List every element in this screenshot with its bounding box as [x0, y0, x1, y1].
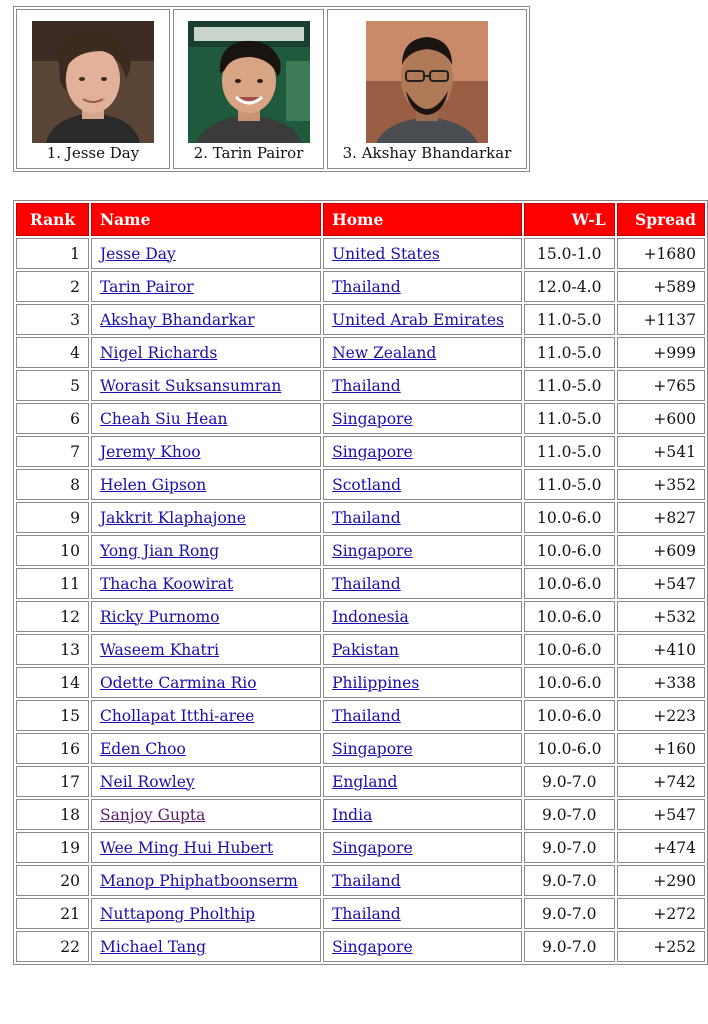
- home-country-link[interactable]: Thailand: [332, 871, 401, 890]
- player-name-link[interactable]: Jeremy Khoo: [99, 442, 201, 461]
- cell-spread: +999: [617, 337, 705, 368]
- cell-rank: 21: [16, 898, 89, 929]
- table-row: [16, 733, 705, 764]
- cell-home: [323, 733, 522, 764]
- home-country-link[interactable]: Philippines: [332, 673, 420, 692]
- cell-rank: 22: [16, 931, 89, 962]
- player-name-link[interactable]: Thacha Koowirat: [99, 574, 234, 593]
- cell-name: [91, 370, 321, 401]
- player-name-link[interactable]: Neil Rowley: [99, 772, 195, 791]
- cell-home: [323, 502, 522, 533]
- table-row: [16, 304, 705, 335]
- cell-home: [323, 832, 522, 863]
- cell-win-loss: 9.0-7.0: [524, 931, 615, 962]
- table-row: [16, 766, 705, 797]
- cell-spread: +474: [617, 832, 705, 863]
- player-name-link[interactable]: Cheah Siu Hean: [99, 409, 228, 428]
- player-name-link[interactable]: Helen Gipson: [99, 475, 207, 494]
- cell-spread: +352: [617, 469, 705, 500]
- cell-home: [323, 469, 522, 500]
- cell-win-loss: 10.0-6.0: [524, 568, 615, 599]
- player-name-link[interactable]: Yong Jian Rong: [99, 541, 220, 560]
- cell-rank: 8: [16, 469, 89, 500]
- home-country-link[interactable]: United Arab Emirates: [332, 310, 505, 329]
- cell-win-loss: 10.0-6.0: [524, 502, 615, 533]
- podium-name-2: 2. Tarin Pairor: [193, 144, 304, 162]
- cell-name: [91, 304, 321, 335]
- player-name-link[interactable]: Chollapat Itthi-aree: [99, 706, 255, 725]
- cell-win-loss: 10.0-6.0: [524, 634, 615, 665]
- cell-spread: +223: [617, 700, 705, 731]
- cell-spread: +609: [617, 535, 705, 566]
- home-country-link[interactable]: Singapore: [332, 838, 413, 857]
- cell-spread: +290: [617, 865, 705, 896]
- header-spread: Spread: [617, 203, 705, 236]
- cell-win-loss: 10.0-6.0: [524, 601, 615, 632]
- cell-spread: +827: [617, 502, 705, 533]
- cell-name: [91, 403, 321, 434]
- cell-home: [323, 238, 522, 269]
- podium-name-1: 1. Jesse Day: [46, 144, 140, 162]
- home-country-link[interactable]: Indonesia: [332, 607, 409, 626]
- player-name-link[interactable]: Waseem Khatri: [99, 640, 220, 659]
- table-row: [16, 271, 705, 302]
- cell-spread: +252: [617, 931, 705, 962]
- cell-name: [91, 601, 321, 632]
- cell-name: [91, 436, 321, 467]
- cell-home: [323, 337, 522, 368]
- cell-name: [91, 733, 321, 764]
- cell-rank: 3: [16, 304, 89, 335]
- cell-rank: 15: [16, 700, 89, 731]
- cell-name: [91, 898, 321, 929]
- cell-win-loss: 12.0-4.0: [524, 271, 615, 302]
- cell-name: [91, 799, 321, 830]
- cell-home: [323, 898, 522, 929]
- table-row: [16, 931, 705, 962]
- cell-name: [91, 700, 321, 731]
- cell-win-loss: 9.0-7.0: [524, 766, 615, 797]
- table-row: [16, 601, 705, 632]
- cell-name: [91, 535, 321, 566]
- player-name-link[interactable]: Jesse Day: [99, 244, 176, 263]
- player-name-link[interactable]: Jakkrit Klaphajone: [99, 508, 246, 527]
- home-country-link[interactable]: Singapore: [332, 937, 413, 956]
- cell-home: [323, 601, 522, 632]
- player-name-link[interactable]: Nigel Richards: [99, 343, 218, 362]
- cell-rank: 19: [16, 832, 89, 863]
- player-name-link[interactable]: Odette Carmina Rio: [99, 673, 257, 692]
- cell-home: [323, 799, 522, 830]
- cell-spread: +160: [617, 733, 705, 764]
- table-row: [16, 799, 705, 830]
- cell-rank: 6: [16, 403, 89, 434]
- cell-rank: 5: [16, 370, 89, 401]
- player-name-link[interactable]: Wee Ming Hui Hubert: [99, 838, 274, 857]
- home-country-link[interactable]: Singapore: [332, 442, 413, 461]
- home-country-link[interactable]: Thailand: [332, 574, 401, 593]
- home-country-link[interactable]: Scotland: [332, 475, 402, 494]
- cell-spread: +541: [617, 436, 705, 467]
- cell-rank: 7: [16, 436, 89, 467]
- cell-name: [91, 634, 321, 665]
- home-country-link[interactable]: Pakistan: [332, 640, 399, 659]
- cell-name: [91, 271, 321, 302]
- cell-home: [323, 766, 522, 797]
- table-row: [16, 469, 705, 500]
- cell-rank: 4: [16, 337, 89, 368]
- cell-name: [91, 667, 321, 698]
- header-name: Name: [91, 203, 321, 236]
- cell-rank: 20: [16, 865, 89, 896]
- player-name-link[interactable]: Worasit Suksansumran: [99, 376, 282, 395]
- home-country-link[interactable]: Thailand: [332, 706, 401, 725]
- cell-home: [323, 865, 522, 896]
- cell-win-loss: 10.0-6.0: [524, 733, 615, 764]
- cell-name: [91, 865, 321, 896]
- standings-table: [13, 200, 708, 965]
- cell-name: [91, 832, 321, 863]
- home-country-link[interactable]: Thailand: [332, 904, 401, 923]
- cell-home: [323, 700, 522, 731]
- table-row: [16, 370, 705, 401]
- podium-name-3: 3. Akshay Bhandarkar: [342, 144, 512, 162]
- cell-win-loss: 10.0-6.0: [524, 700, 615, 731]
- header-home: Home: [323, 203, 522, 236]
- cell-win-loss: 9.0-7.0: [524, 832, 615, 863]
- home-country-link[interactable]: Singapore: [332, 739, 413, 758]
- standings-body: [16, 238, 705, 962]
- cell-rank: 2: [16, 271, 89, 302]
- cell-name: [91, 238, 321, 269]
- cell-win-loss: 11.0-5.0: [524, 337, 615, 368]
- player-photo-3[interactable]: [366, 21, 488, 143]
- player-name-link[interactable]: Sanjoy Gupta: [99, 805, 206, 824]
- podium-third: [327, 9, 527, 169]
- cell-rank: 13: [16, 634, 89, 665]
- table-row: [16, 667, 705, 698]
- player-name-link[interactable]: Michael Tang: [99, 937, 207, 956]
- cell-win-loss: 10.0-6.0: [524, 535, 615, 566]
- home-country-link[interactable]: India: [332, 805, 373, 824]
- table-row: [16, 403, 705, 434]
- cell-win-loss: 9.0-7.0: [524, 898, 615, 929]
- home-country-link[interactable]: Thailand: [332, 277, 401, 296]
- cell-home: [323, 931, 522, 962]
- home-country-link[interactable]: New Zealand: [332, 343, 437, 362]
- cell-spread: +532: [617, 601, 705, 632]
- cell-spread: +742: [617, 766, 705, 797]
- table-row: [16, 238, 705, 269]
- cell-rank: 18: [16, 799, 89, 830]
- cell-home: [323, 304, 522, 335]
- header-rank: Rank: [16, 203, 89, 236]
- cell-name: [91, 502, 321, 533]
- table-row: [16, 898, 705, 929]
- cell-home: [323, 370, 522, 401]
- podium: [13, 6, 530, 172]
- player-name-link[interactable]: Manop Phiphatboonserm: [99, 871, 298, 890]
- cell-rank: 11: [16, 568, 89, 599]
- cell-spread: +1680: [617, 238, 705, 269]
- cell-rank: 16: [16, 733, 89, 764]
- cell-spread: +600: [617, 403, 705, 434]
- cell-home: [323, 667, 522, 698]
- cell-home: [323, 403, 522, 434]
- table-row: [16, 634, 705, 665]
- cell-spread: +410: [617, 634, 705, 665]
- home-country-link[interactable]: Singapore: [332, 409, 413, 428]
- cell-win-loss: 15.0-1.0: [524, 238, 615, 269]
- table-header-row: [16, 203, 705, 236]
- cell-name: [91, 766, 321, 797]
- cell-home: [323, 436, 522, 467]
- table-row: [16, 700, 705, 731]
- cell-home: [323, 634, 522, 665]
- table-row: [16, 865, 705, 896]
- cell-name: [91, 469, 321, 500]
- home-country-link[interactable]: Singapore: [332, 541, 413, 560]
- table-row: [16, 568, 705, 599]
- player-name-link[interactable]: Ricky Purnomo: [99, 607, 220, 626]
- cell-rank: 10: [16, 535, 89, 566]
- table-row: [16, 436, 705, 467]
- cell-spread: +1137: [617, 304, 705, 335]
- cell-win-loss: 11.0-5.0: [524, 469, 615, 500]
- home-country-link[interactable]: Thailand: [332, 508, 401, 527]
- table-row: [16, 535, 705, 566]
- podium-first: [16, 9, 170, 169]
- player-name-link[interactable]: Nuttapong Pholthip: [99, 904, 256, 923]
- player-name-link[interactable]: Tarin Pairor: [99, 277, 194, 296]
- home-country-link[interactable]: England: [332, 772, 398, 791]
- cell-win-loss: 11.0-5.0: [524, 304, 615, 335]
- cell-name: [91, 931, 321, 962]
- player-photo-1[interactable]: [32, 21, 154, 143]
- cell-name: [91, 337, 321, 368]
- cell-rank: 1: [16, 238, 89, 269]
- table-row: [16, 832, 705, 863]
- player-photo-2[interactable]: [188, 21, 310, 143]
- cell-spread: +547: [617, 799, 705, 830]
- cell-home: [323, 271, 522, 302]
- cell-spread: +272: [617, 898, 705, 929]
- cell-win-loss: 11.0-5.0: [524, 403, 615, 434]
- cell-win-loss: 10.0-6.0: [524, 667, 615, 698]
- cell-name: [91, 568, 321, 599]
- cell-rank: 9: [16, 502, 89, 533]
- cell-win-loss: 9.0-7.0: [524, 865, 615, 896]
- cell-rank: 14: [16, 667, 89, 698]
- cell-home: [323, 535, 522, 566]
- cell-spread: +338: [617, 667, 705, 698]
- player-name-link[interactable]: Akshay Bhandarkar: [99, 310, 255, 329]
- table-row: [16, 337, 705, 368]
- cell-rank: 12: [16, 601, 89, 632]
- player-name-link[interactable]: Eden Choo: [99, 739, 186, 758]
- cell-win-loss: 11.0-5.0: [524, 370, 615, 401]
- cell-spread: +589: [617, 271, 705, 302]
- home-country-link[interactable]: United States: [332, 244, 440, 263]
- table-row: [16, 502, 705, 533]
- cell-rank: 17: [16, 766, 89, 797]
- cell-home: [323, 568, 522, 599]
- header-wl: W-L: [524, 203, 615, 236]
- cell-spread: +547: [617, 568, 705, 599]
- cell-win-loss: 9.0-7.0: [524, 799, 615, 830]
- podium-second: [173, 9, 324, 169]
- cell-spread: +765: [617, 370, 705, 401]
- home-country-link[interactable]: Thailand: [332, 376, 401, 395]
- cell-win-loss: 11.0-5.0: [524, 436, 615, 467]
